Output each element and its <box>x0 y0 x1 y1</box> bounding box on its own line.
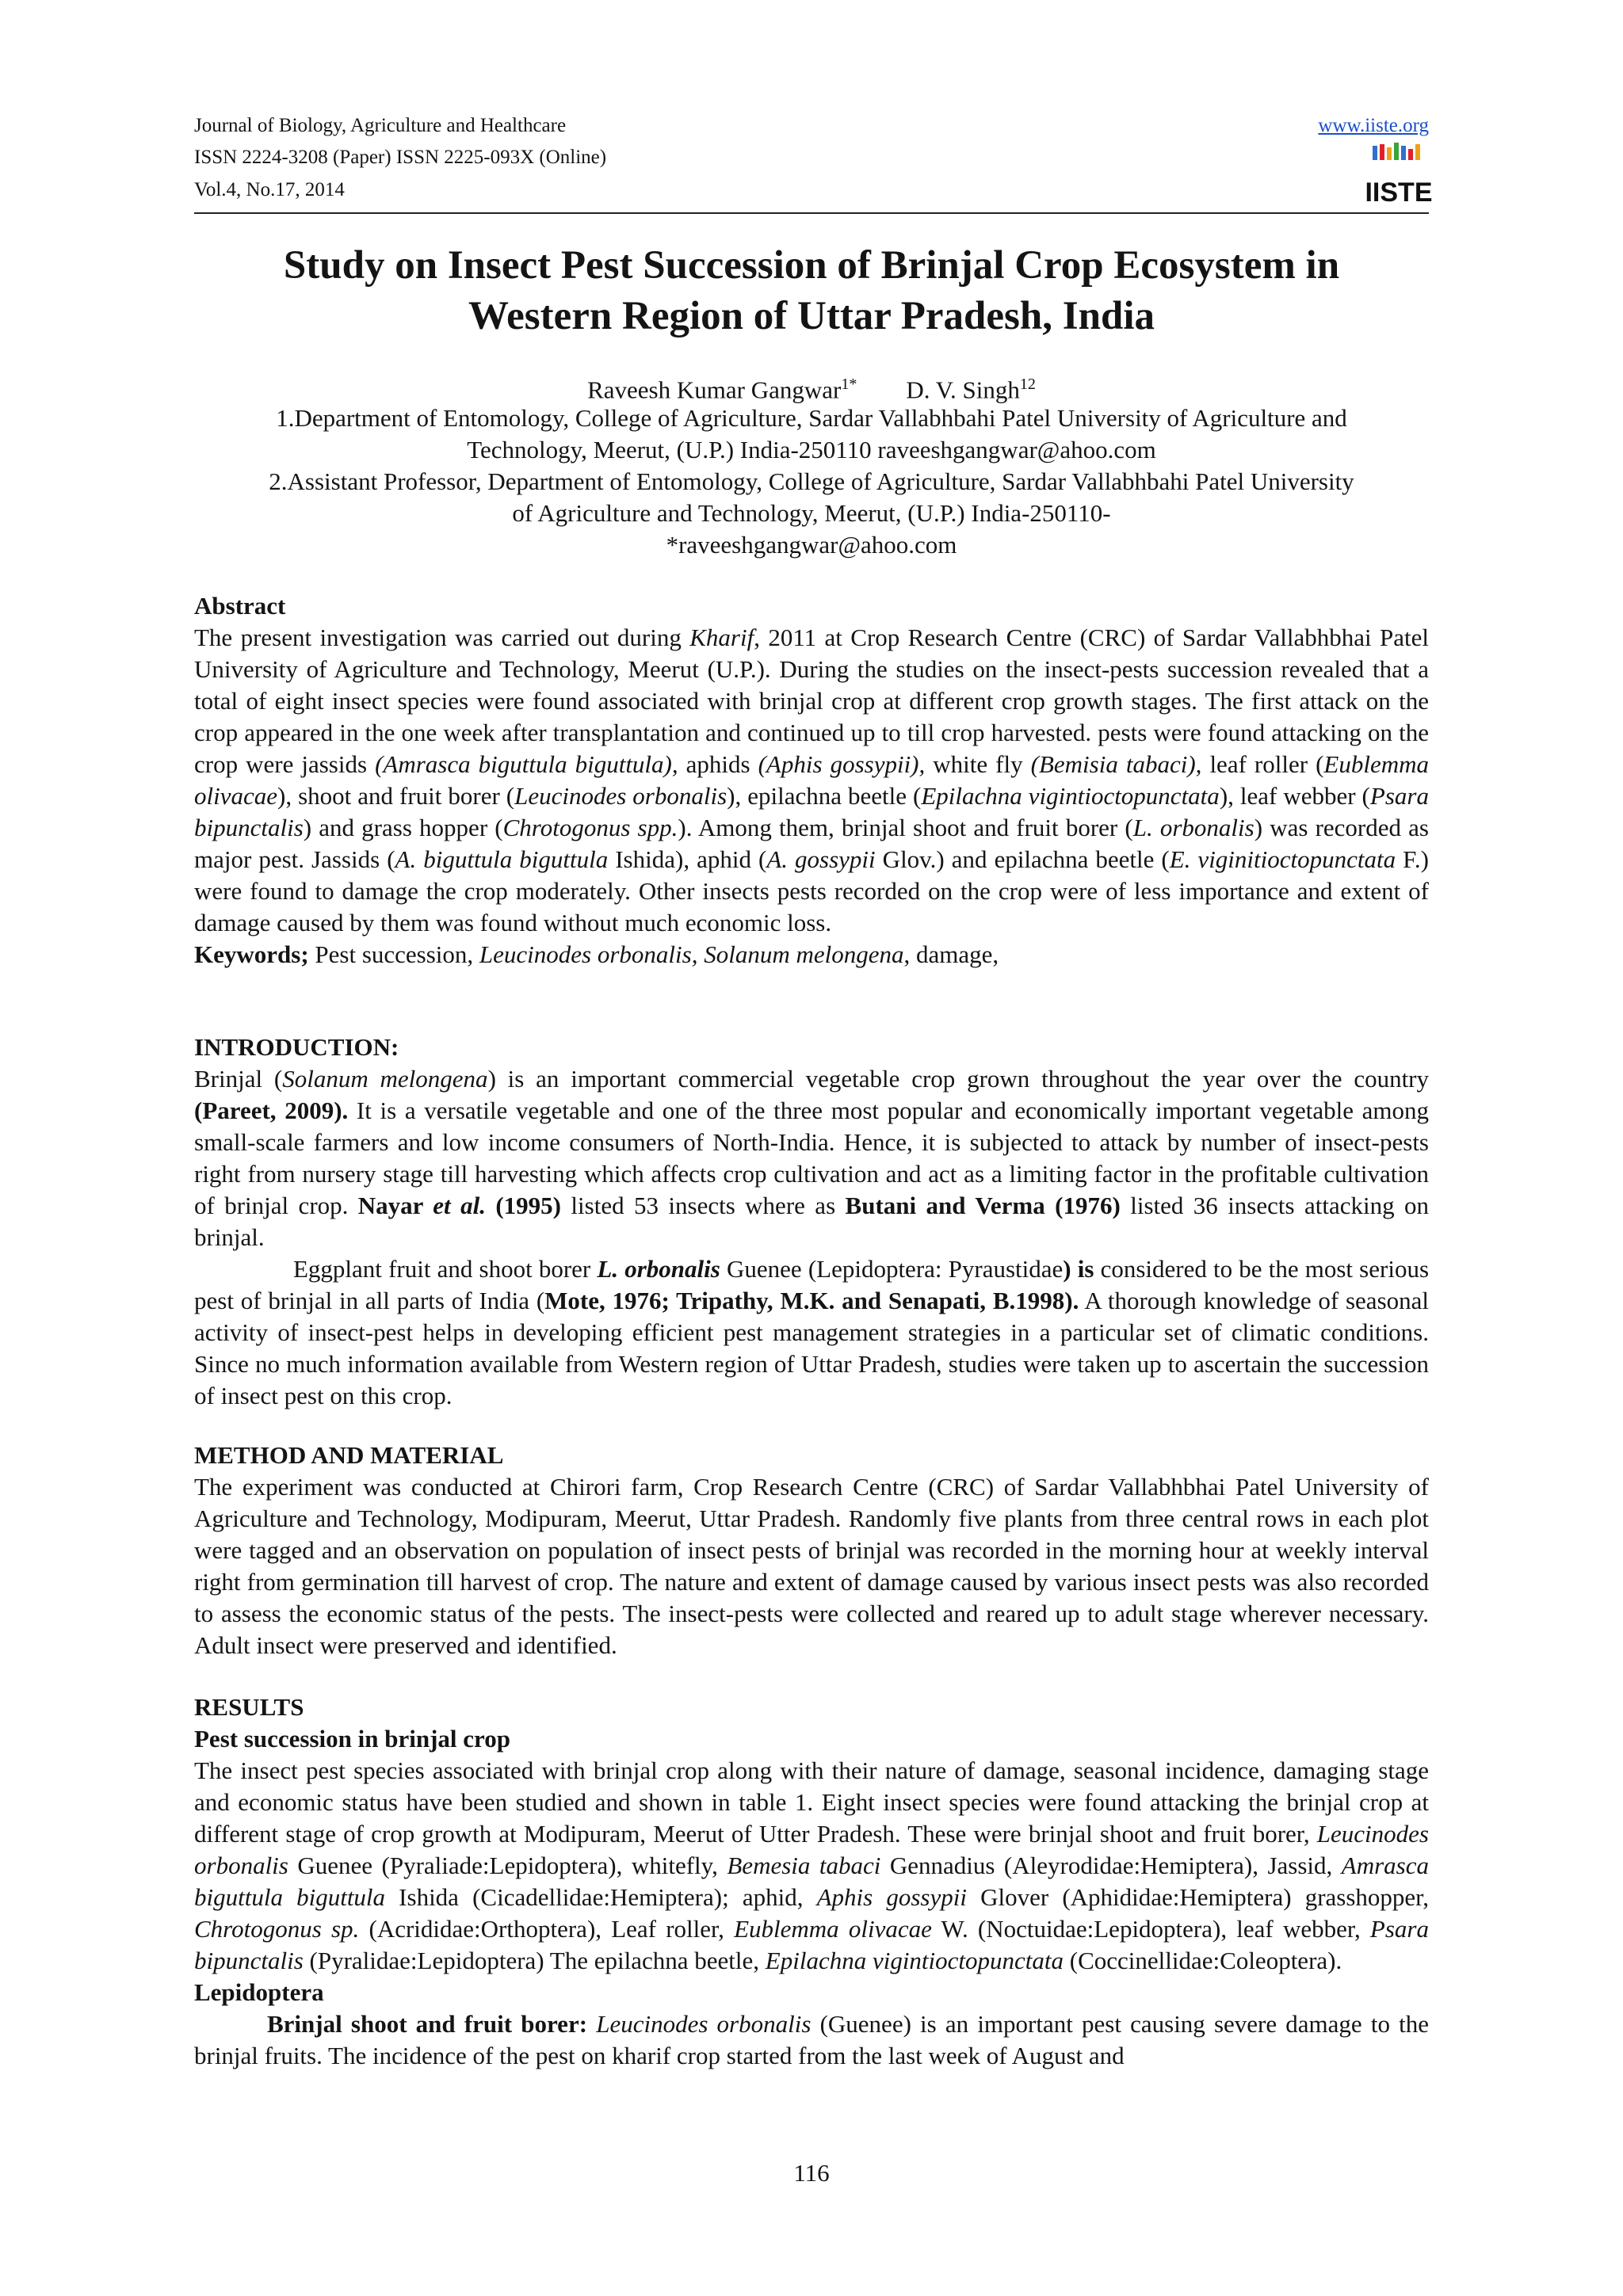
title-line-2: Western Region of Uttar Pradesh, India <box>468 294 1155 338</box>
affiliation-2-line-1: 2.Assistant Professor, Department of Entomology, College of Agriculture, Sardar Vallabhbahi Patel University <box>269 467 1354 495</box>
author-line <box>194 368 1429 406</box>
lepidoptera-heading: Lepidoptera <box>194 1978 324 2006</box>
page-number: 116 <box>793 2159 830 2187</box>
abstract-heading: Abstract <box>194 592 286 620</box>
volume-line: Vol.4, No.17, 2014 <box>194 179 345 200</box>
author-2: D. V. Singh <box>906 376 1020 404</box>
affiliation-1-line-1: 1.Department of Entomology, College of Agriculture, Sardar Vallabhbahi Patel University of Agriculture and <box>276 404 1347 432</box>
results-section <box>194 1691 1429 2072</box>
journal-url-link[interactable]: www.iiste.org <box>1318 115 1429 136</box>
results-heading: RESULTS <box>194 1693 304 1721</box>
shoot-fruit-borer-paragraph: Brinjal shoot and fruit borer: Leucinodes orbonalis (Guenee) is an important pest causing severe damage to the brinjal fruits. The incidence of the pest on kharif crop started from the last week of August and <box>194 2010 1429 2069</box>
introduction-paragraph-2: Eggplant fruit and shoot borer L. orbonalis Guenee (Lepidoptera: Pyraustidae) is considered to be the most serious pest of brinjal in all parts of India (Mote, 1976; Tripathy, M.K. and Senapati, B.1998). A thorough knowledge of seasonal activity of insect-pest helps in developing efficient pest management strategies in a particular set of climatic conditions. Since no much information available from Western region of Uttar Pradesh, studies were taken up to ascertain the succession of insect pest on this crop. <box>194 1255 1430 1409</box>
affiliation-2-line-3: *raveeshgangwar@ahoo.com <box>666 531 957 559</box>
affiliation-2-line-2: of Agriculture and Technology, Meerut, (U.P.) India-250110- <box>512 499 1111 527</box>
results-subheading: Pest succession in brinjal crop <box>194 1725 510 1753</box>
iiste-logo-icon <box>1365 143 1433 208</box>
introduction-heading: INTRODUCTION: <box>194 1033 399 1061</box>
title-line-1: Study on Insect Pest Succession of Brinjal Crop Ecosystem in <box>283 243 1340 288</box>
method-text: The experiment was conducted at Chirori farm, Crop Research Centre (CRC) of Sardar Vallabhbhai Patel University of Agriculture and Technology, Modipuram, Meerut, Uttar Pradesh. Randomly five plants from three central rows in each plot were tagged and an observation on population of insect pests of brinjal was recorded in the morning hour at weekly interval right from germination till harvest of crop. The nature and extent of damage caused by various insect pests was also recorded to assess the economic status of the pests. The insect-pests were collected and reared up to adult stage wherever necessary. Adult insect were preserved and identified. <box>194 1473 1429 1659</box>
author-1: Raveesh Kumar Gangwar <box>587 376 842 404</box>
affiliation-1 <box>194 402 1429 466</box>
abstract-section <box>194 590 1429 971</box>
affiliation-1-line-2: Technology, Meerut, (U.P.) India-250110 raveeshgangwar@ahoo.com <box>467 436 1156 463</box>
keywords-line: Keywords; Pest succession, Leucinodes orbonalis, Solanum melongena, damage, <box>194 940 999 968</box>
method-heading: METHOD AND MATERIAL <box>194 1441 504 1469</box>
issn-line: ISSN 2224-3208 (Paper) ISSN 2225-093X (Online) <box>194 147 607 168</box>
abstract-text: The present investigation was carried out during Kharif, 2011 at Crop Research Centre (CRC) of Sardar Vallabhbhai Patel University of Agriculture and Technology, Meerut (U.P.). During the studies on the insect-pests succession revealed that a total of eight insect species were found associated with brinjal crop at different crop growth stages. The first attack on the crop appeared in the one week after transplantation and continued up to till crop harvested. pests were found attacking on the crop were jassids (Amrasca biguttula biguttula), aphids (Aphis gossypii), white fly (Bemisia tabaci), leaf roller (Eublemma olivacae), shoot and fruit borer (Leucinodes orbonalis), epilachna beetle (Epilachna vigintioctopunctata), leaf webber (Psara bipunctalis) and grass hopper (Chrotogonus spp.). Among them, brinjal shoot and fruit borer (L. orbonalis) was recorded as major pest. Jassids (A. biguttula biguttula Ishida), aphid (A. gossypii Glov.) and epilachna beetle (E. viginitioctopunctata F.) were found to damage the crop moderately. Other insects pests recorded on the crop were of less importance and extent of damage caused by them was found without much economic loss. <box>194 624 1429 936</box>
paper-title <box>158 240 1465 341</box>
journal-name: Journal of Biology, Agriculture and Healthcare <box>194 115 567 136</box>
svg-text:IISTE: IISTE <box>1365 177 1433 208</box>
introduction-paragraph-1: Brinjal (Solanum melongena) is an important commercial vegetable crop grown throughout the year over the country (Pareet, 2009). It is a versatile vegetable and one of the three most popular and economically important vegetable among small-scale farmers and low income consumers of North-India. Hence, it is subjected to attack by number of insect-pests right from nursery stage till harvesting which affects crop cultivation and act as a limiting factor in the profitable cultivation of brinjal crop. Nayar et al. (1995) listed 53 insects where as Butani and Verma (1976) listed 36 insects attacking on brinjal. <box>194 1065 1430 1251</box>
introduction-section <box>194 1032 1429 1412</box>
header-divider <box>194 212 1429 214</box>
author-2-marker: 12 <box>1019 376 1036 393</box>
method-section <box>194 1440 1429 1661</box>
results-paragraph: The insect pest species associated with brinjal crop along with their nature of damage, seasonal incidence, damaging stage and economic status have been studied and shown in table 1. Eight insect species were found attacking the brinjal crop at different stage of crop growth at Modipuram, Meerut of Utter Pradesh. These were brinjal shoot and fruit borer, Leucinodes orbonalis Guenee (Pyraliade:Lepidoptera), whitefly, Bemesia tabaci Gennadius (Aleyrodidae:Hemiptera), Jassid, Amrasca biguttula biguttula Ishida (Cicadellidae:Hemiptera); aphid, Aphis gossypii Glover (Aphididae:Hemiptera) grasshopper, Chrotogonus sp. (Acrididae:Orthoptera), Leaf roller, Eublemma olivacae W. (Noctuidae:Lepidoptera), leaf webber, Psara bipunctalis (Pyralidae:Lepidoptera) The epilachna beetle, Epilachna vigintioctopunctata (Coccinellidae:Coleoptera). <box>194 1756 1429 1974</box>
affiliation-2 <box>194 466 1429 561</box>
author-1-marker: 1* <box>841 376 857 393</box>
